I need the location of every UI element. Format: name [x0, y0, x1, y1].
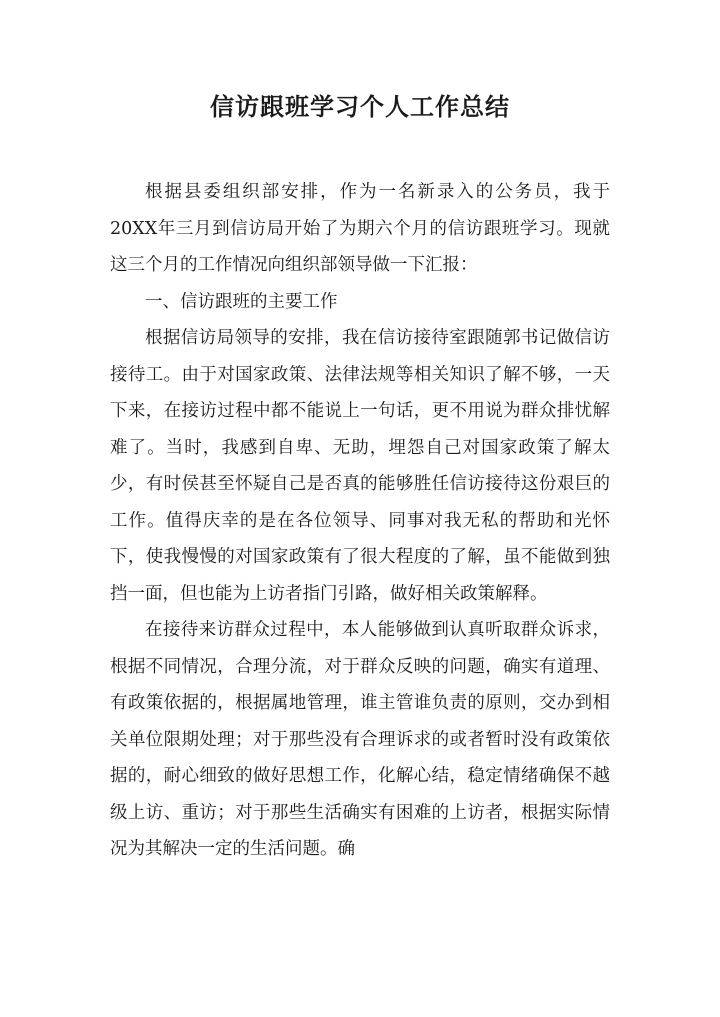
section-heading-1: 一、信访跟班的主要工作 — [145, 291, 338, 312]
document-title: 信访跟班学习个人工作总结 — [210, 92, 510, 121]
paragraph-reception: 在接待来访群众过程中，本人能够做到认真听取群众诉求，根据不同情况，合理分流，对于群众反映的问题，确实有道理、有政策依据的，根据属地管理，谁主管谁负责的原则，交办到相关单位限期处理；对于那些没有合理诉求的或者暂时没有政策依据的，耐心细致的做好思想工作，化解心结，稳定情绪确保不越级上访、重访；对于那些生活确实有困难的上访者，根据实际情况为其解决一定的生活问题。确 — [110, 620, 610, 859]
paragraph-main-work: 根据信访局领导的安排，我在信访接待室跟随郭书记做信访接待工。由于对国家政策、法律法规等相关知识了解不够，一天下来，在接访过程中都不能说上一句话，更不用说为群众排忧解难了。当时，我感到自卑、无助，埋怨自己对国家政策了解太少，有时侯甚至怀疑自己是否真的能够胜任信访接待这份艰巨的工作。值得庆幸的是在各位领导、同事对我无私的帮助和光怀下，使我慢慢的对国家政策有了很大程度的了解，虽不能做到独挡一面，但也能为上访者指门引路，做好相关政策解释。 — [110, 328, 610, 604]
paragraph-intro: 根据县委组织部安排，作为一名新录入的公务员，我于20XX年三月到信访局开始了为期六个月的信访跟班学习。现就这三个月的工作情况向组织部领导做一下汇报： — [110, 182, 610, 275]
document-body — [110, 174, 610, 868]
